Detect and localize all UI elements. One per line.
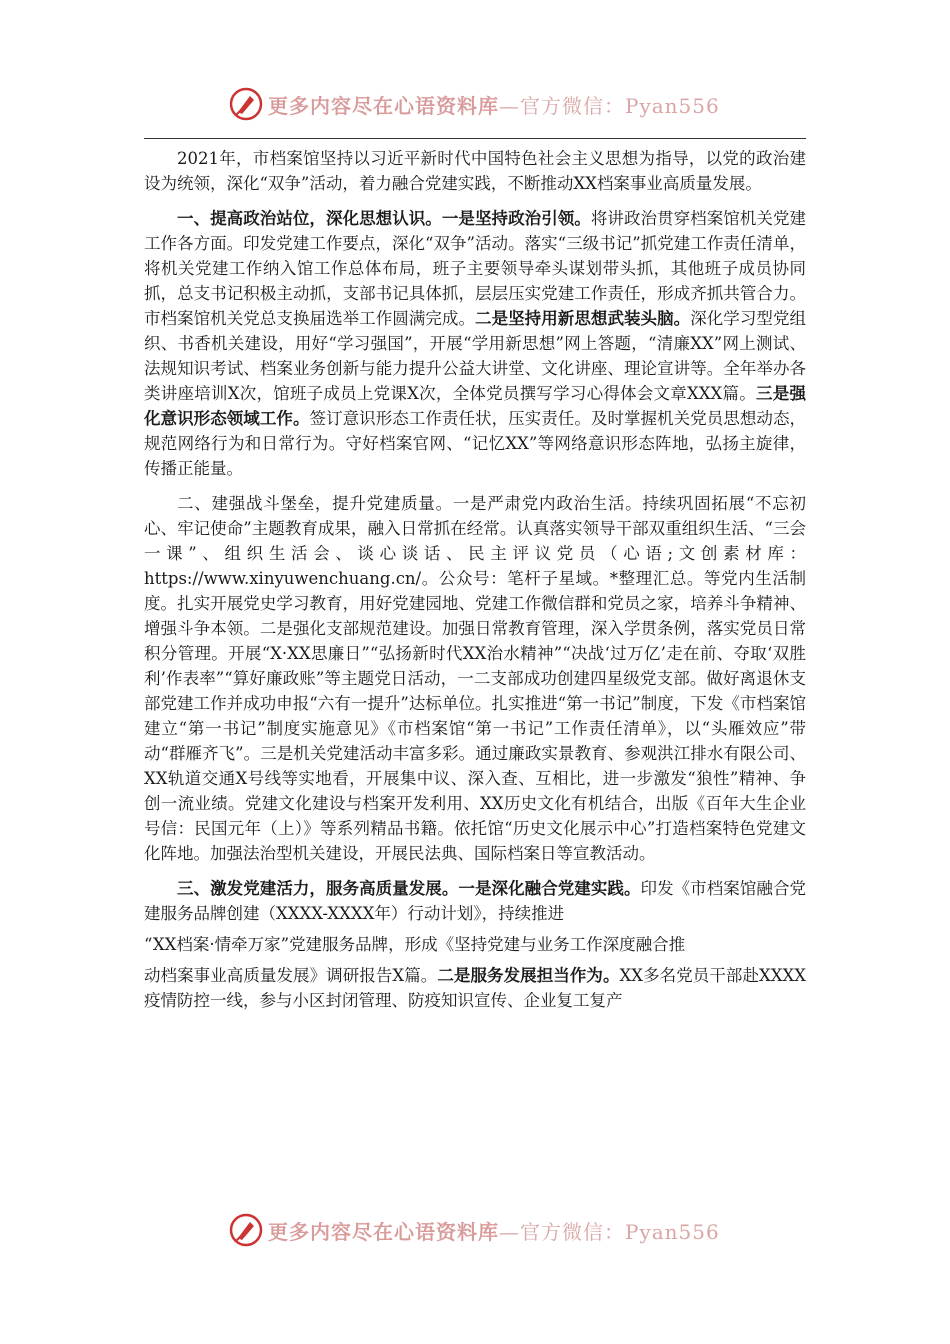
document-body (144, 146, 806, 1023)
paragraph-intro-text: 2021年，市档案馆坚持以习近平新时代中国特色社会主义思想为指导，以党的政治建设为统领，深化“双争”活动，着力融合党建实践，不断推动XX档案事业高质量发展。 (144, 149, 806, 193)
section-3-text-c: 动档案事业高质量发展》调研报告X篇。 (144, 966, 438, 985)
section-1-text-b: 深化学习型党组织、书香机关建设，用好“学习强国”，开展“学用新思想”网上答题，“清廉XX”网上测试、法规知识考试、档案业务创新与能力提升公益大讲堂、文化讲座、理论宣讲等。全年举办各类讲座培训X次，馆班子成员上党课X次，全体党员撰写学习心得体会文章XXX篇。 (144, 309, 807, 403)
section-1-subheading-3: 三是强化意识形态领域工作。 (144, 384, 807, 428)
banner-brand: 更多内容尽在心语资料库 (268, 93, 499, 118)
banner-dash: — (499, 1219, 520, 1244)
section-1-text-a: 将讲政治贯穿档案馆机关党建工作各方面。印发党建工作要点，深化“双争”活动。落实“三级书记”抓党建工作责任清单，将机关党建工作纳入馆工作总体布局，班子主要领导牵头谋划带头抓，其他班子成员协同抓，总支书记积极主动抓，支部书记具体抓，层层压实党建工作责任，形成齐抓共管合力。市档案馆机关党总支换届选举工作圆满完成。 (144, 209, 807, 328)
banner-wechat: 官方微信：Pyan556 (520, 93, 720, 118)
footer-watermark-banner (0, 1208, 950, 1252)
section-3-text-a: 印发《市档案馆融合党建服务品牌创建（XXXX-XXXX年）行动计划》，持续推进 (144, 879, 807, 923)
section-3-text-d: XX多名党员干部赴XXXX疫情防控一线，参与小区封闭管理、防疫知识宣传、企业复工复产 (144, 966, 807, 1010)
section-1-heading: 一、提高政治站位，深化思想认识。一是坚持政治引领。 (177, 209, 591, 228)
section-1-text-c: 签订意识形态工作责任状，压实责任。及时掌握机关党员思想动态，规范网络行为和日常行为。守好档案官网、“记忆XX”等网络意识形态阵地，弘扬主旋律，传播正能量。 (144, 409, 807, 478)
section-1-subheading-2: 二是坚持用新思想武装头脑。 (475, 309, 691, 328)
banner-wechat: 官方微信：Pyan556 (520, 1219, 720, 1244)
section-2-text: 二、建强战斗堡垒，提升党建质量。一是严肃党内政治生活。持续巩固拓展“不忘初心、牢记使命”主题教育成果，融入日常抓在经常。认真落实领导干部双重组织生活、“三会一课”、组织生活会、谈心谈话、民主评议党员（心语;文创素材库：https://www.xinyuwenchuang.cn/。公众号：笔杆子星域。*整理汇总。等党内生活制度。扎实开展党史学习教育，用好党建园地、党建工作微信群和党员之家，培养斗争精神、增强斗争本领。二是强化支部规范建设。加强日常教育管理，深入学贯条例，落实党员日常积分管理。开展“X·XX思廉日”“弘扬新时代XX治水精神”“决战‘过万亿’走在前、夺取‘双胜利’作表率”“算好廉政账”等主题党日活动，一二支部成功创建四星级党支部。做好离退休支部党建工作并成功申报“六有一提升”达标单位。扎实推进“第一书记”制度，下发《市档案馆建立“第一书记”制度实施意见》《市档案馆“第一书记”工作责任清单》，以“头雁效应”带动“群雁齐飞”。三是机关党建活动丰富多彩。通过廉政实景教育、参观洪江排水有限公司、XX轨道交通X号线等实地看，开展集中议、深入查、互相比，进一步激发“狼性”精神、争创一流业绩。党建文化建设与档案开发利用、XX历史文化有机结合，出版《百年大生企业号信：民国元年（上）》等系列精品书籍。依托馆“历史文化展示中心”打造档案特色党建文化阵地。加强法治型机关建设，开展民法典、国际档案日等宣教活动。 (144, 494, 806, 863)
logo-icon (228, 1212, 264, 1248)
banner-text (268, 1216, 720, 1245)
banner-text (268, 90, 720, 119)
paragraph-intro (144, 146, 806, 196)
section-3-subheading-2: 二是服务发展担当作为。 (437, 966, 620, 985)
header-watermark-banner (0, 82, 950, 126)
paragraph-section-2 (144, 491, 806, 866)
logo-icon (228, 86, 264, 122)
banner-dash: — (499, 93, 520, 118)
paragraph-section-3 (144, 876, 806, 1013)
paragraph-section-1 (144, 206, 806, 481)
banner-brand: 更多内容尽在心语资料库 (268, 1219, 499, 1244)
section-3-heading: 三、激发党建活力，服务高质量发展。一是深化融合党建实践。 (177, 879, 641, 898)
section-3-text-b: “XX档案·情牵万家”党建服务品牌，形成《坚持党建与业务工作深度融合推 (144, 935, 686, 954)
header-rule (144, 138, 806, 139)
